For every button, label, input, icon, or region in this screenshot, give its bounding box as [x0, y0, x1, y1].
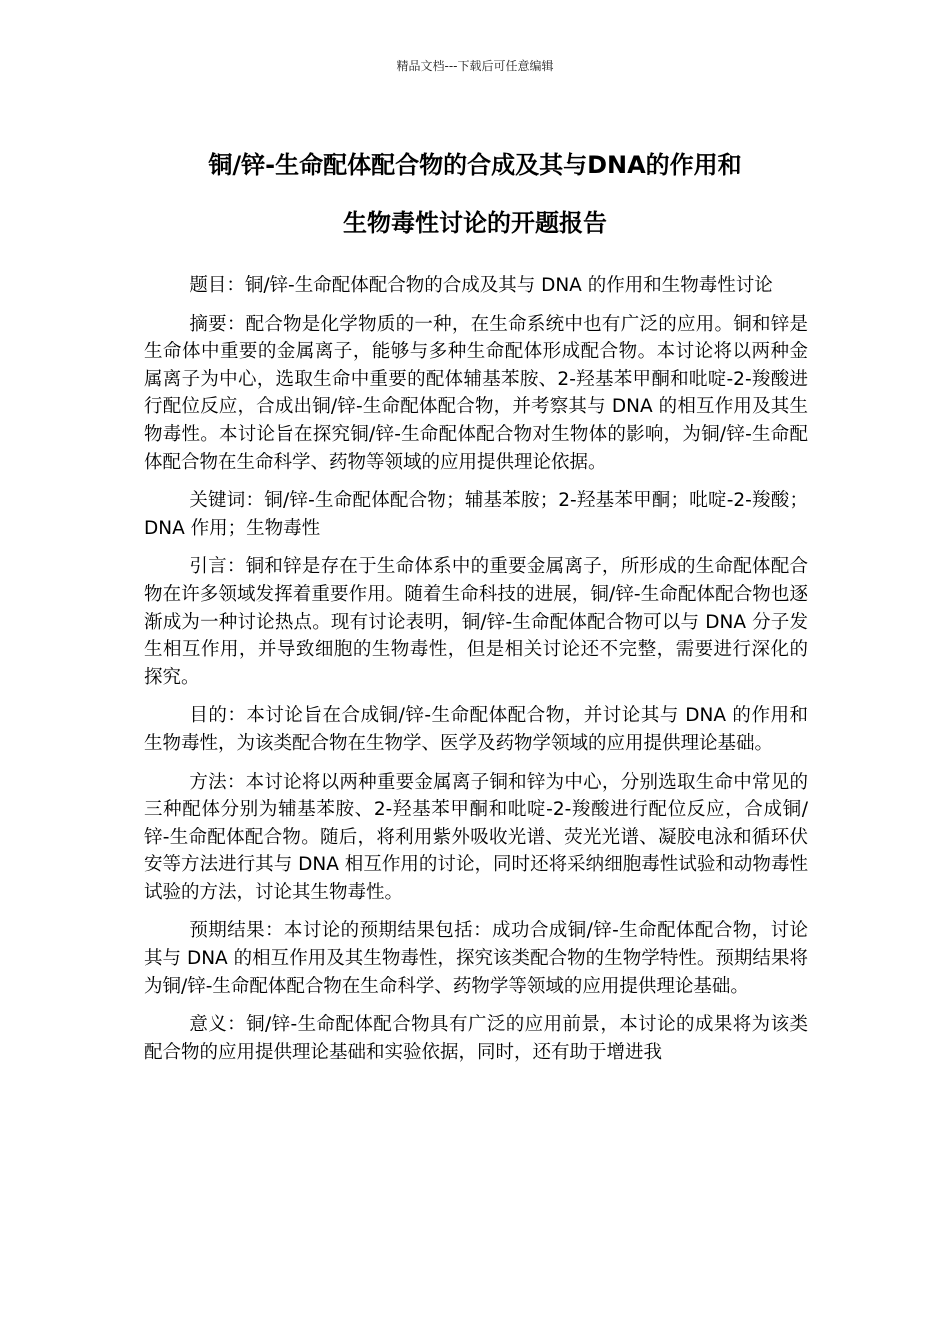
introduction-paragraph: 引言：铜和锌是存在于生命体系中的重要金属离子，所形成的生命配体配合物在许多领域发挥着重要作用。随着生命科技的进展，铜/锌-生命配体配合物也逐渐成为一种讨论热点。现有讨论表明，铜/锌-生命配体配合物可以与 DNA 分子发生相互作用，并导致细胞的生物毒性，但是相关讨论还不完整，需要进行深化的探究。: [144, 556, 808, 688]
title-line-1: 铜/锌-生命配体配合物的合成及其与DNA的作用和: [208, 151, 742, 179]
method-paragraph: 方法：本讨论将以两种重要金属离子铜和锌为中心，分别选取生命中常见的三种配体分别为辅基苯胺、2-羟基苯甲酮和吡啶-2-羧酸进行配位反应，合成铜/锌-生命配体配合物。随后，将利用紫外吸收光谱、荧光光谱、凝胶电泳和循环伏安等方法进行其与 DNA 相互作用的讨论，同时还将采纳细胞毒性试验和动物毒性试验的方法，讨论其生物毒性。: [144, 771, 808, 903]
purpose-paragraph: 目的：本讨论旨在合成铜/锌-生命配体配合物，并讨论其与 DNA 的作用和生物毒性，为该类配合物在生物学、医学及药物学领域的应用提供理论基础。: [144, 705, 808, 754]
title-line-2: 生物毒性讨论的开题报告: [343, 209, 607, 237]
expected-results-paragraph: 预期结果：本讨论的预期结果包括：成功合成铜/锌-生命配体配合物，讨论其与 DNA 的相互作用及其生物毒性，探究该类配合物的生物学特性。预期结果将为铜/锌-生命配体配合物在生命科学、药物学等领域的应用提供理论基础。: [144, 920, 808, 997]
keywords-paragraph: 关键词：铜/锌-生命配体配合物；辅基苯胺；2-羟基苯甲酮；吡啶-2-羧酸；DNA 作用；生物毒性: [144, 490, 808, 539]
document-body: [144, 272, 808, 1077]
document-title: [100, 136, 850, 252]
significance-paragraph: 意义：铜/锌-生命配体配合物具有广泛的应用前景，本讨论的成果将为该类配合物的应用提供理论基础和实验依据，同时，还有助于增进我: [144, 1014, 808, 1063]
topic-paragraph: 题目：铜/锌-生命配体配合物的合成及其与 DNA 的作用和生物毒性讨论: [189, 275, 773, 296]
page-header-note: 精品文档---下载后可任意编辑: [396, 59, 554, 73]
abstract-paragraph: 摘要：配合物是化学物质的一种，在生命系统中也有广泛的应用。铜和锌是生命体中重要的金属离子，能够与多种生命配体形成配合物。本讨论将以两种金属离子为中心，选取生命中重要的配体辅基苯胺、2-羟基苯甲酮和吡啶-2-羧酸进行配位反应，合成出铜/锌-生命配体配合物，并考察其与 DNA 的相互作用及其生物毒性。本讨论旨在探究铜/锌-生命配体配合物对生物体的影响，为铜/锌-生命配体配合物在生命科学、药物等领域的应用提供理论依据。: [144, 313, 808, 473]
